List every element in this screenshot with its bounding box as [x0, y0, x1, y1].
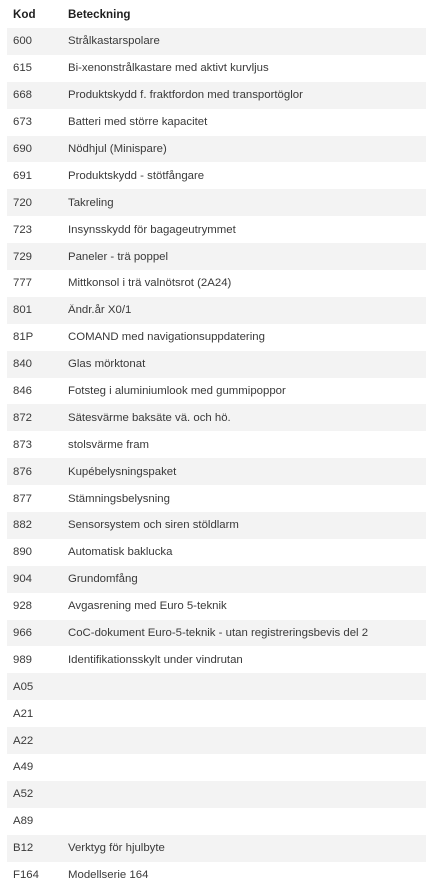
- row-code: 890: [13, 546, 33, 559]
- row-description: stolsvärme fram: [68, 438, 150, 451]
- row-code: 691: [13, 169, 33, 182]
- table-row: [7, 754, 426, 781]
- table-row: [7, 351, 426, 378]
- table-row: [7, 458, 426, 485]
- row-code: 989: [13, 653, 33, 666]
- table-row: [7, 431, 426, 458]
- row-code: 882: [13, 519, 33, 532]
- table-row: [7, 727, 426, 754]
- row-description: Grundomfång: [68, 573, 138, 586]
- row-code: 801: [13, 304, 33, 317]
- row-code: 723: [13, 223, 33, 236]
- table-row: [7, 539, 426, 566]
- row-code: 777: [13, 277, 33, 290]
- row-code: 872: [13, 411, 33, 424]
- table-row: [7, 593, 426, 620]
- row-description: Fotsteg i aluminiumlook med gummipoppor: [68, 385, 286, 398]
- row-code: A52: [13, 788, 34, 801]
- table-row: [7, 55, 426, 82]
- row-code: 720: [13, 196, 33, 209]
- table-row: [7, 243, 426, 270]
- table-row: [7, 378, 426, 405]
- table-row: [7, 512, 426, 539]
- table-row: [7, 566, 426, 593]
- row-description: Avgasrening med Euro 5-teknik: [68, 600, 227, 613]
- table-row: [7, 835, 426, 862]
- row-code: A05: [13, 680, 34, 693]
- row-description: Sätesvärme baksäte vä. och hö.: [68, 411, 231, 424]
- row-description: Modellserie 164: [68, 869, 149, 882]
- row-description: Strålkastarspolare: [68, 35, 160, 48]
- row-description: Paneler - trä poppel: [68, 250, 169, 263]
- row-description: Nödhjul (Minispare): [68, 143, 167, 155]
- row-code: 81P: [13, 331, 34, 344]
- row-code: 873: [13, 438, 33, 451]
- row-description: Produktskydd f. fraktfordon med transportöglor: [68, 89, 303, 102]
- table-row: [7, 620, 426, 647]
- row-description: Glas mörktonat: [68, 358, 146, 371]
- table-row: [7, 28, 426, 55]
- row-code: F164: [13, 869, 39, 882]
- row-description: Kupébelysningspaket: [68, 465, 177, 478]
- row-description: Identifikationsskylt under vindrutan: [68, 653, 243, 666]
- row-code: 928: [13, 600, 33, 613]
- row-description: Takreling: [68, 196, 114, 209]
- row-description: Mittkonsol i trä valnötsrot (2A24): [68, 277, 232, 290]
- row-code: 600: [13, 35, 33, 48]
- row-code: 668: [13, 89, 33, 102]
- table-row: [7, 673, 426, 700]
- row-description: Stämningsbelysning: [68, 492, 170, 505]
- row-code: B12: [13, 842, 34, 855]
- table-row: [7, 700, 426, 727]
- table-row: [7, 109, 426, 136]
- row-code: A49: [13, 761, 34, 774]
- table-row: [7, 189, 426, 216]
- table-row: [7, 270, 426, 297]
- row-code: 615: [13, 62, 33, 75]
- row-description: Ändr.år X0/1: [68, 304, 132, 317]
- table-row: [7, 808, 426, 835]
- table-header: [7, 0, 426, 28]
- row-code: A22: [13, 734, 34, 747]
- row-code: 876: [13, 465, 33, 478]
- table-row: [7, 485, 426, 512]
- table-row: [7, 216, 426, 243]
- row-code: 904: [13, 573, 33, 586]
- table-row: [7, 781, 426, 808]
- column-header-description: Beteckning: [68, 7, 131, 21]
- row-description: Produktskydd - stötfångare: [68, 169, 205, 182]
- row-code: 729: [13, 250, 33, 263]
- table-row: [7, 82, 426, 109]
- row-description: COMAND med navigationsuppdatering: [68, 331, 265, 344]
- row-description: Batteri med större kapacitet: [68, 116, 208, 129]
- row-description: Insynsskydd för bagageutrymmet: [68, 223, 236, 236]
- row-code: 840: [13, 358, 33, 371]
- row-description: Bi-xenonstrålkastare med aktivt kurvljus: [68, 62, 269, 75]
- row-code: 690: [13, 143, 33, 155]
- table-row: [7, 404, 426, 431]
- row-description: CoC-dokument Euro-5-teknik - utan registreringsbevis del 2: [68, 627, 369, 640]
- table-row: [7, 162, 426, 189]
- row-description: Automatisk baklucka: [68, 546, 173, 559]
- table-row: [7, 862, 426, 889]
- row-code: A21: [13, 707, 34, 720]
- table-body: [7, 28, 426, 889]
- row-code: 877: [13, 492, 33, 505]
- table-row: [7, 646, 426, 673]
- table-row: [7, 297, 426, 324]
- row-description: Sensorsystem och siren stöldlarm: [68, 519, 239, 532]
- table-row: [7, 324, 426, 351]
- row-description: Verktyg för hjulbyte: [68, 842, 165, 855]
- row-code: 966: [13, 627, 33, 640]
- column-header-code: Kod: [13, 7, 36, 21]
- row-code: 673: [13, 116, 33, 129]
- row-code: 846: [13, 385, 33, 398]
- row-code: A89: [13, 815, 34, 828]
- table-row: [7, 136, 426, 163]
